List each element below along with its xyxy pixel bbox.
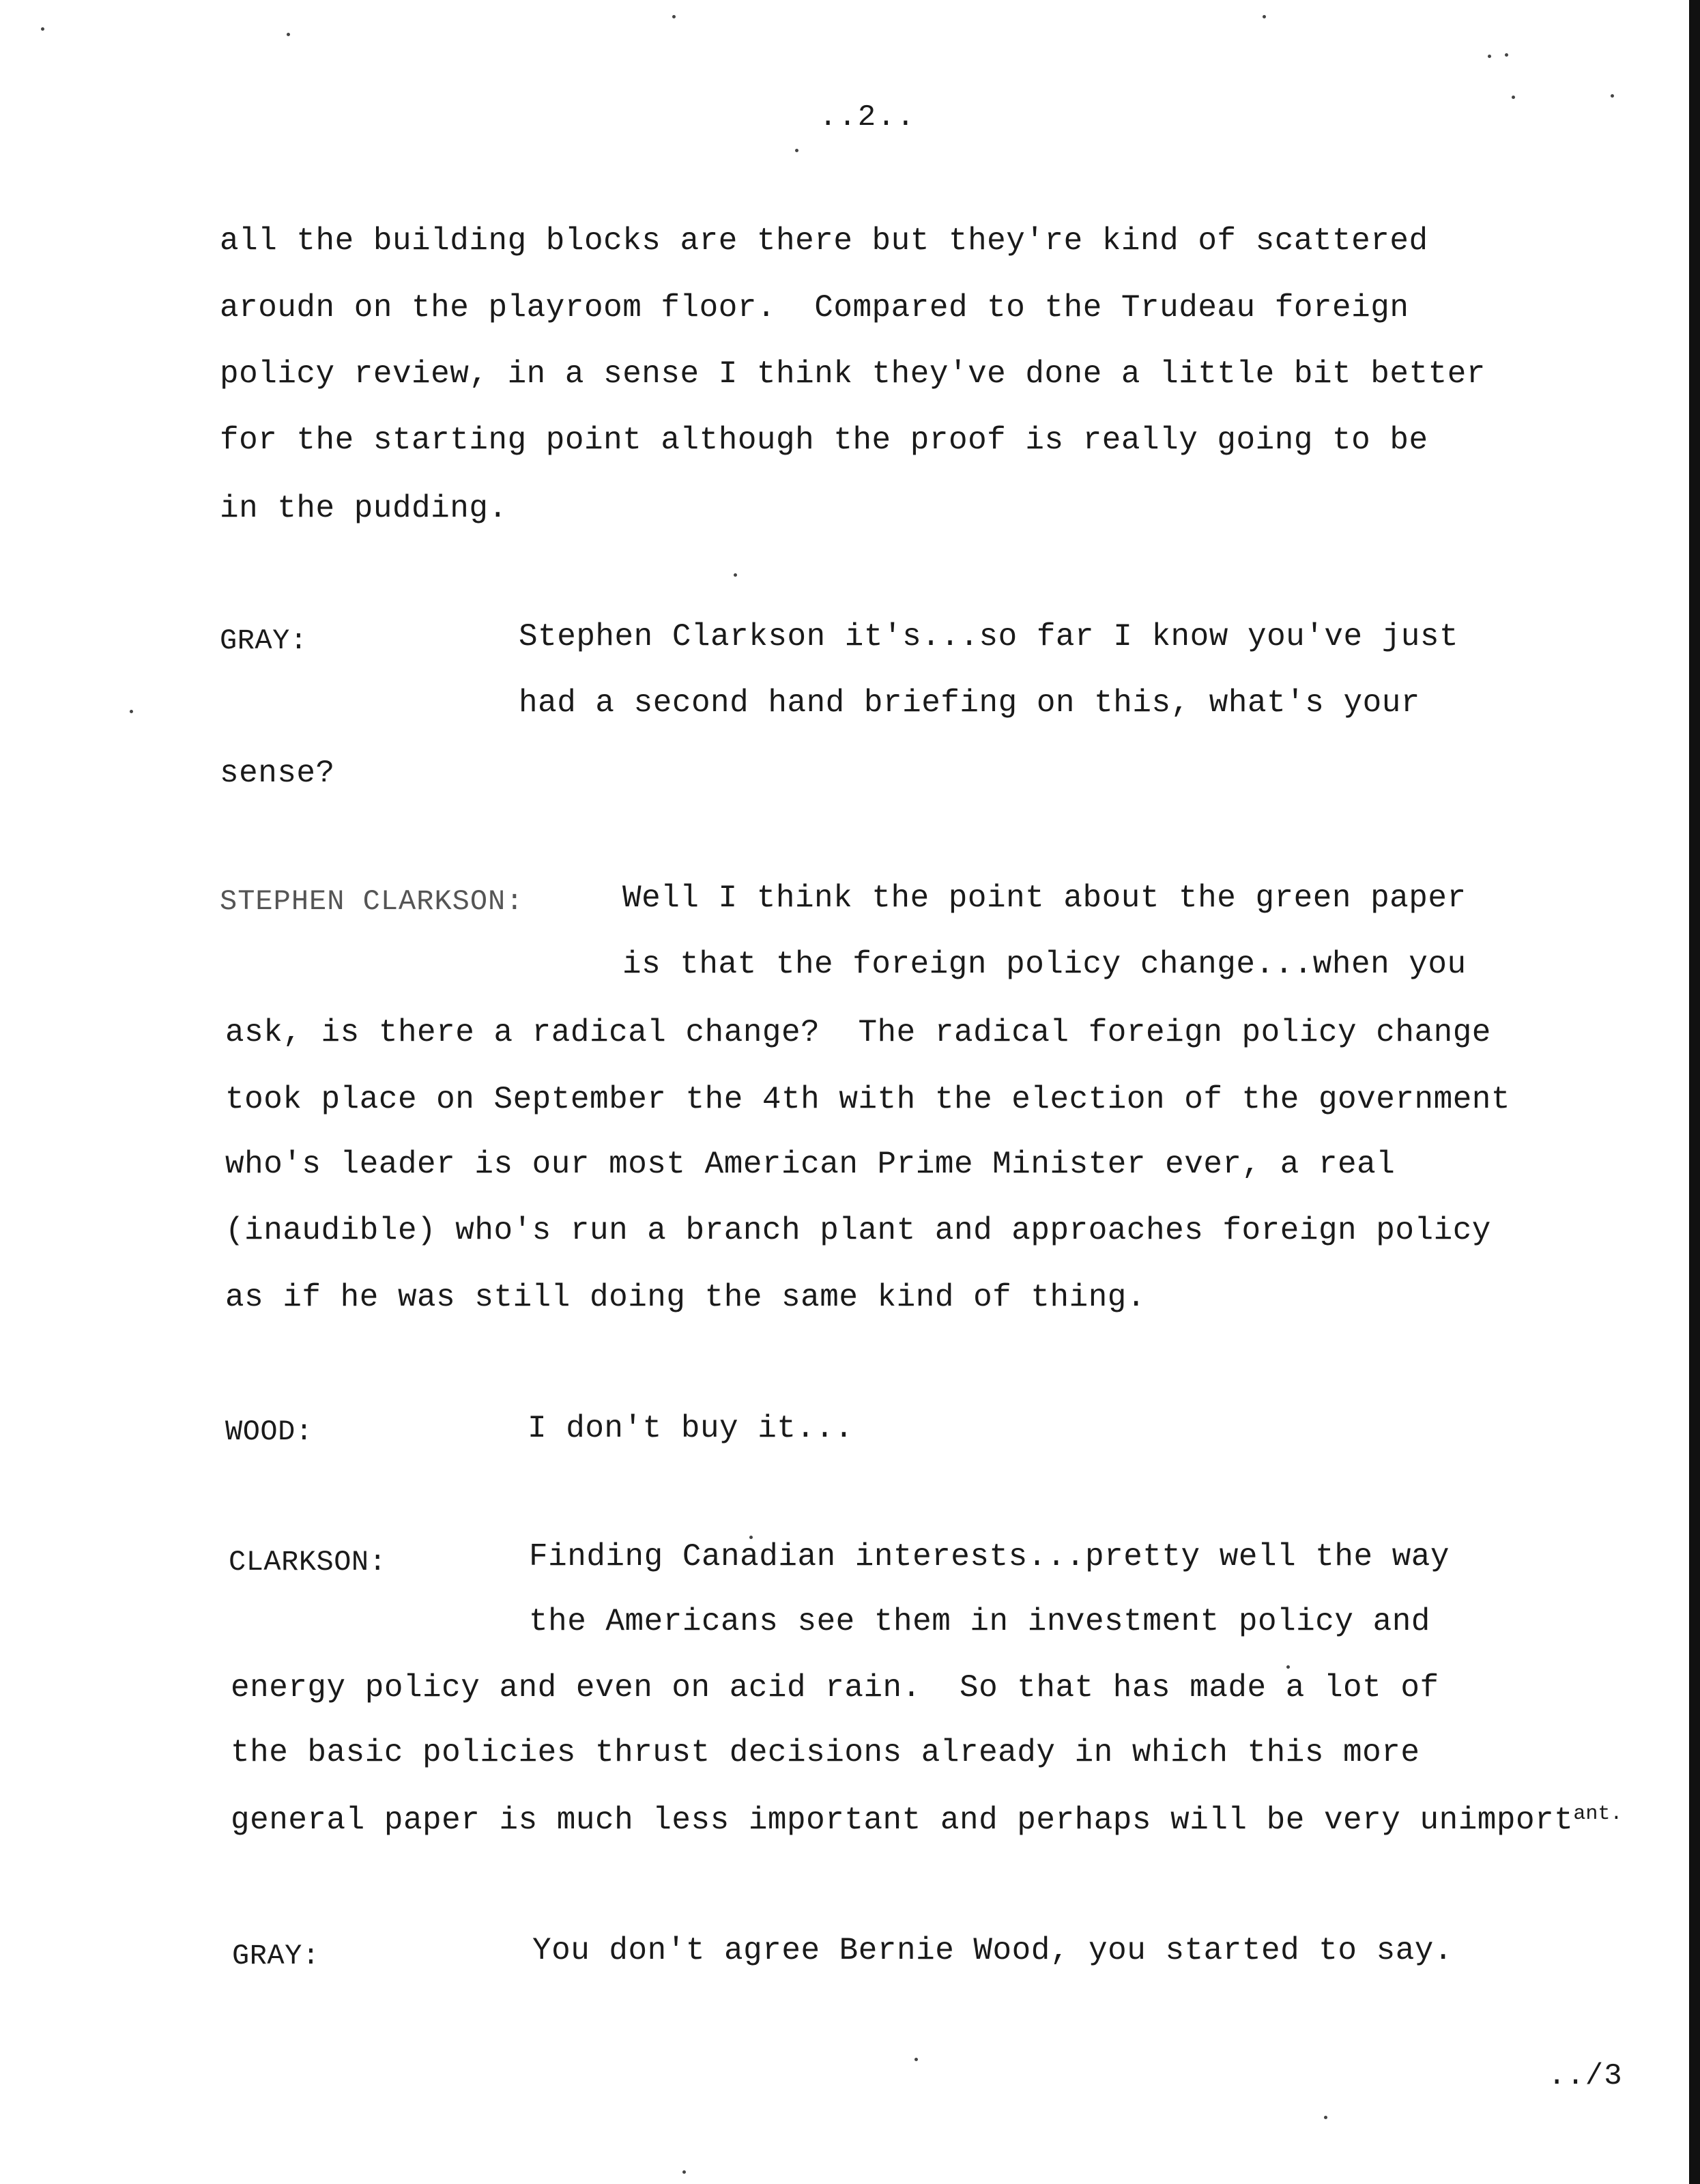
text-line: who's leader is our most American Prime Minister ever, a real: [225, 1147, 1396, 1182]
text-line: sense?: [220, 756, 335, 791]
text-line: all the building blocks are there but they're kind of scattered: [220, 223, 1428, 259]
text-line-continuation: ant.: [1573, 1802, 1623, 1826]
text-line: I don't buy it...: [528, 1411, 854, 1446]
scan-speck: [41, 27, 44, 31]
scan-speck: [1488, 55, 1491, 58]
speaker-label: GRAY:: [220, 624, 308, 657]
text-line: had a second hand briefing on this, what's your: [519, 685, 1420, 721]
scan-speck: [1263, 15, 1266, 18]
scan-speck: [672, 15, 676, 18]
scan-speck: [1505, 53, 1508, 57]
text-line: ask, is there a radical change? The radical foreign policy change: [225, 1015, 1491, 1050]
scan-speck: [795, 149, 798, 152]
text-line: policy review, in a sense I think they've done a little bit better: [220, 356, 1486, 392]
scan-speck: [914, 2058, 918, 2061]
text-line: Stephen Clarkson it's...so far I know you've just: [519, 619, 1459, 655]
scan-speck: [1512, 96, 1515, 99]
text-line: Well I think the point about the green paper: [622, 880, 1467, 916]
speaker-label: STEPHEN CLARKSON:: [220, 885, 524, 918]
text-line: [231, 1804, 1622, 1836]
text-line: as if he was still doing the same kind of thing.: [225, 1280, 1147, 1315]
scan-speck: [734, 573, 737, 577]
page-number: ..2..: [819, 100, 917, 134]
scan-speck: [130, 710, 133, 713]
speaker-label: GRAY:: [232, 1940, 320, 1972]
scan-speck: [1324, 2116, 1327, 2119]
scan-speck: [1286, 1665, 1290, 1669]
text-line: aroudn on the playroom floor. Compared to the Trudeau foreign: [220, 290, 1409, 326]
text-line: the basic policies thrust decisions already in which this more: [231, 1735, 1420, 1770]
text-line: for the starting point although the proof is really going to be: [220, 422, 1428, 458]
scan-speck: [682, 2170, 686, 2174]
text-line: in the pudding.: [220, 491, 508, 526]
scan-speck: [1611, 94, 1614, 98]
text-line: You don't agree Bernie Wood, you started to say.: [532, 1933, 1454, 1968]
speaker-label: WOOD:: [225, 1416, 313, 1448]
text-line: Finding Canadian interests...pretty well the way: [529, 1539, 1450, 1575]
speaker-label: CLARKSON:: [229, 1546, 387, 1579]
text-line: (inaudible) who's run a branch plant and approaches foreign policy: [225, 1213, 1491, 1248]
scan-speck: [287, 33, 290, 36]
text-line: is that the foreign policy change...when you: [622, 947, 1467, 982]
text-line: took place on September the 4th with the election of the government: [225, 1082, 1511, 1117]
text-line: the Americans see them in investment policy and: [529, 1604, 1430, 1639]
next-page-marker: ../3: [1548, 2059, 1623, 2093]
text-line: energy policy and even on acid rain. So that has made a lot of: [231, 1670, 1439, 1706]
text-line-main: general paper is much less important and perhaps will be very unimport: [231, 1802, 1574, 1838]
scan-edge-bar: [1689, 0, 1700, 2184]
